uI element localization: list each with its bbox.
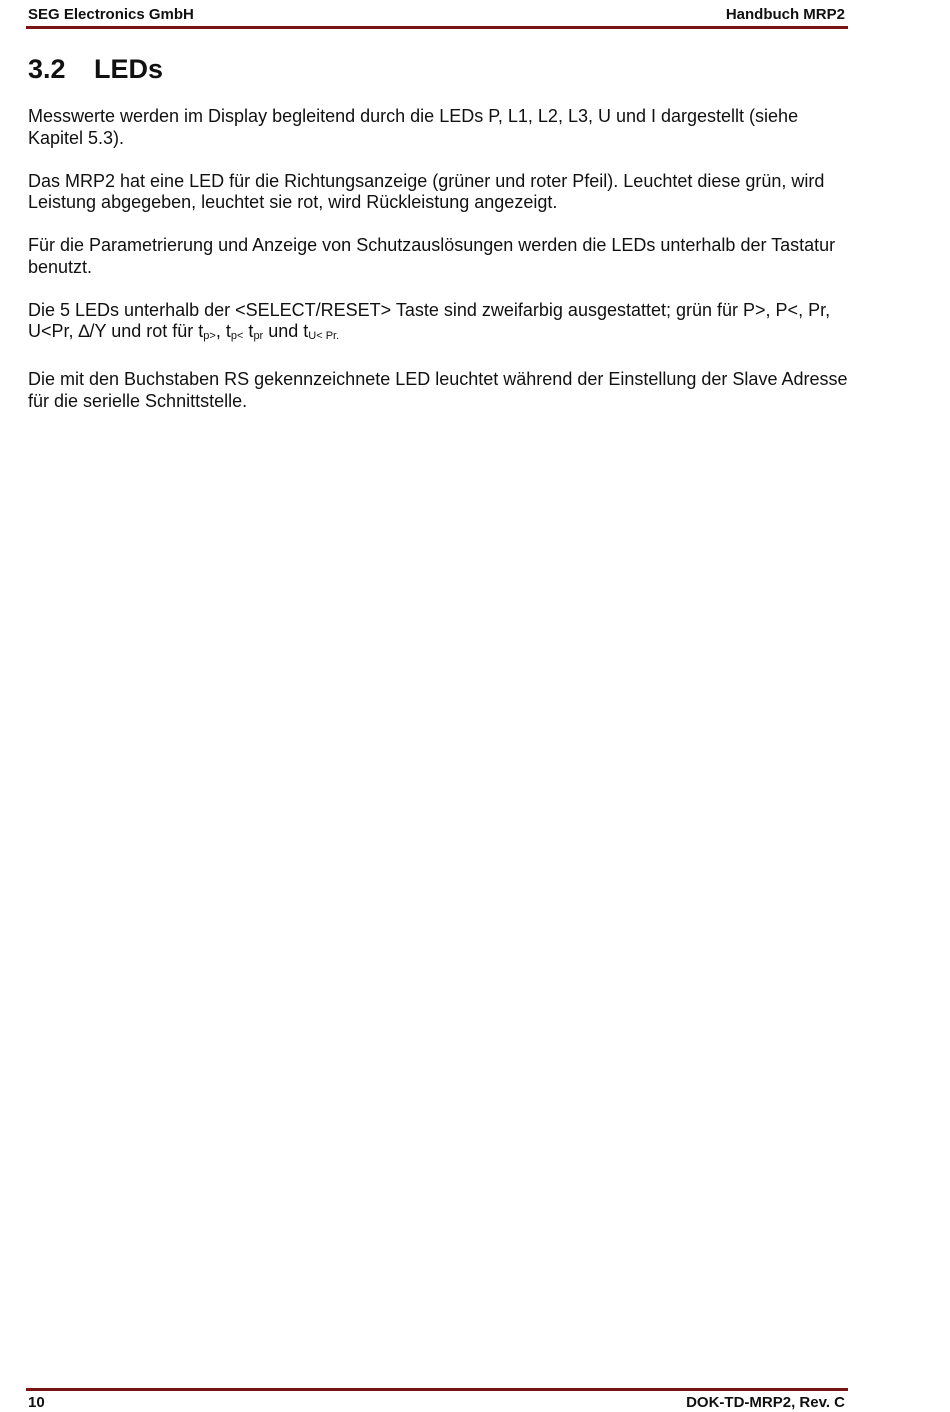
footer-rule (26, 1388, 848, 1391)
subscript-p-greater: p> (203, 330, 216, 342)
separator: und (263, 321, 304, 341)
section-title: LEDs (94, 54, 164, 84)
time-symbol-tp-less: t (225, 321, 231, 341)
time-symbol-tu-pr: t (303, 321, 309, 341)
paragraph-richtungsanzeige (28, 171, 848, 214)
time-symbol-tpr: t (248, 321, 254, 341)
paragraph-parametrierung: Für die Parametrierung und Anzeige von Schutzauslösungen werden die LEDs unterhalb der Tastatur benutzt. (28, 235, 836, 277)
section-number: 3.2 (28, 54, 66, 84)
paragraph-rs-led: Die mit den Buchstaben RS gekennzeichnete LED leuchtet während der Einstellung der Slave Adresse für die serielle Schnittstelle. (28, 369, 848, 411)
select-reset-text: Die 5 LEDs unterhalb der <SELECT/RESET> Taste sind zweifarbig ausgestattet; grün für P>, P<, Pr, U<Pr, ∆/Y und rot für (28, 299, 831, 341)
paragraph-select-reset (28, 300, 848, 348)
separator: , (215, 321, 226, 341)
paragraph-richtungsanzeige-line1: Das MRP2 hat eine LED für die Richtungsanzeige (grüner und roter Pfeil). Leuchtet diese grün, wird (28, 170, 825, 191)
paragraph-messwerte: Messwerte werden im Display begleitend durch die LEDs P, L1, L2, L3, U und I dargestellt (siehe Kapitel 5.3). (28, 106, 799, 148)
section-heading (28, 54, 163, 85)
subscript-pr: pr (253, 330, 264, 342)
footer-document-id: DOK-TD-MRP2, Rev. C (686, 1394, 845, 1411)
time-symbol-tp-greater: t (198, 321, 204, 341)
footer-page-number: 10 (28, 1394, 45, 1411)
header-manual-title: Handbuch MRP2 (725, 6, 845, 23)
subscript-p-less: p< (230, 330, 244, 342)
subscript-u-less-pr: U< Pr. (308, 330, 340, 342)
body-text (28, 106, 848, 434)
paragraph-richtungsanzeige-line2: Leistung abgegeben, leuchtet sie rot, wird Rückleistung angezeigt. (28, 192, 558, 212)
header-company: SEG Electronics GmbH (28, 6, 194, 23)
header-rule (26, 26, 848, 29)
